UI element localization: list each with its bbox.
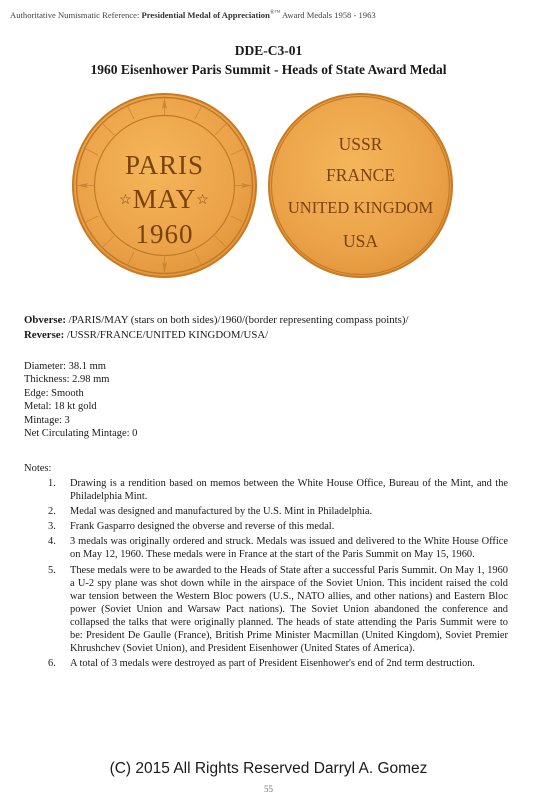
note-text: A total of 3 medals were destroyed as part of President Eisenhower's end of 2nd term destruction. [70,658,475,670]
note-text: 3 medals was originally ordered and struck. Medals was issued and delivered to the White House Office on May 12, 1960. These medals were in France at the start of the Paris Summit on May 15, 1960. [70,536,508,561]
spec-mintage: Mintage: 3 [24,414,70,426]
note-number: 1. [48,478,56,489]
note-item [24,564,508,656]
note-item [24,520,508,533]
header-suffix: Award Medals 1958 - 1963 [280,10,376,20]
notes-list [24,477,508,672]
obverse-label: Obverse: [24,314,66,326]
note-text: Drawing is a rendition based on memos between the White House Office, Bureau of the Mint, and the Philadelphia Mint. [70,478,508,503]
running-header [10,10,530,20]
star-icon: ☆ [119,193,133,208]
star-icon: ☆ [196,193,210,208]
reverse-text: /USSR/FRANCE/UNITED KINGDOM/USA/ [64,329,269,341]
note-item [24,505,508,518]
spec-metal: Metal: 18 kt gold [24,401,97,413]
reverse-medal-image [268,93,453,278]
medal-title: 1960 Eisenhower Paris Summit - Heads of State Award Medal [90,62,447,77]
obverse-medal-image [72,93,257,278]
note-number: 2. [48,506,56,518]
header-book-title: Presidential Medal of Appreciation [141,10,270,20]
spec-diameter: Diameter: 38.1 mm [24,361,106,372]
obverse-description [24,313,408,328]
reverse-description [24,328,408,343]
obverse-line-may [72,184,257,215]
header-trademark: ®™ [269,10,281,17]
note-text: Medal was designed and manufactured by the U.S. Mint in Philadelphia. [70,506,373,518]
note-number: 6. [48,658,56,670]
medal-sides-description [24,313,408,343]
copyright-notice: (C) 2015 All Rights Reserved Darryl A. Gomez [109,760,428,777]
note-item [24,477,508,503]
spec-edge: Edge: Smooth [24,387,84,399]
reverse-label: Reverse: [24,329,65,341]
spec-net-circulating-mintage: Net Circulating Mintage: 0 [24,428,138,440]
note-number: 4. [48,536,56,548]
obverse-text: /PARIS/MAY (stars on both sides)/1960/(border representing compass points)/ [65,314,409,326]
reverse-line-usa: USA [342,231,378,251]
medal-code: DDE-C3-01 [234,43,303,58]
medal-specifications [24,360,137,440]
note-number: 5. [48,564,56,576]
notes-heading: Notes: [24,463,52,474]
obverse-may-text: MAY [132,184,197,214]
reverse-line-france: FRANCE [325,165,396,185]
header-prefix: Authoritative Numismatic Reference: [10,10,142,20]
obverse-line-paris: PARIS [124,150,205,180]
obverse-line-year: 1960 [135,219,194,249]
note-text: Frank Gasparro designed the obverse and reverse of this medal. [70,521,335,533]
spec-thickness: Thickness: 2.98 mm [24,374,110,386]
reverse-line-united-kingdom: UNITED KINGDOM [287,198,434,217]
page-number: 55 [264,784,273,794]
note-item [24,657,508,670]
reverse-line-ussr: USSR [338,134,383,154]
note-number: 3. [48,521,56,533]
note-item [24,535,508,561]
note-text: These medals were to be awarded to the Heads of State after a successful Paris Summit. On May 1, 1960 a U-2 spy plane was shot down while in the airspace of the Soviet Union. This incident raised the cold war tension between the Western Bloc powers (U.S., NATO allies, and other nations) and Eastern Bloc power (Soviet Union and Warsaw Pact nations). The Soviet Union abandoned the conference and collapsed the talks that were originally planned. The heads of state attending the Paris Summit were to be: President De Gaulle (France), British Prime Minister Macmillan (United Kingdom), Soviet Premier Khrushchev (Soviet Union), and President Eisenhower (United States of America). [70,564,508,655]
